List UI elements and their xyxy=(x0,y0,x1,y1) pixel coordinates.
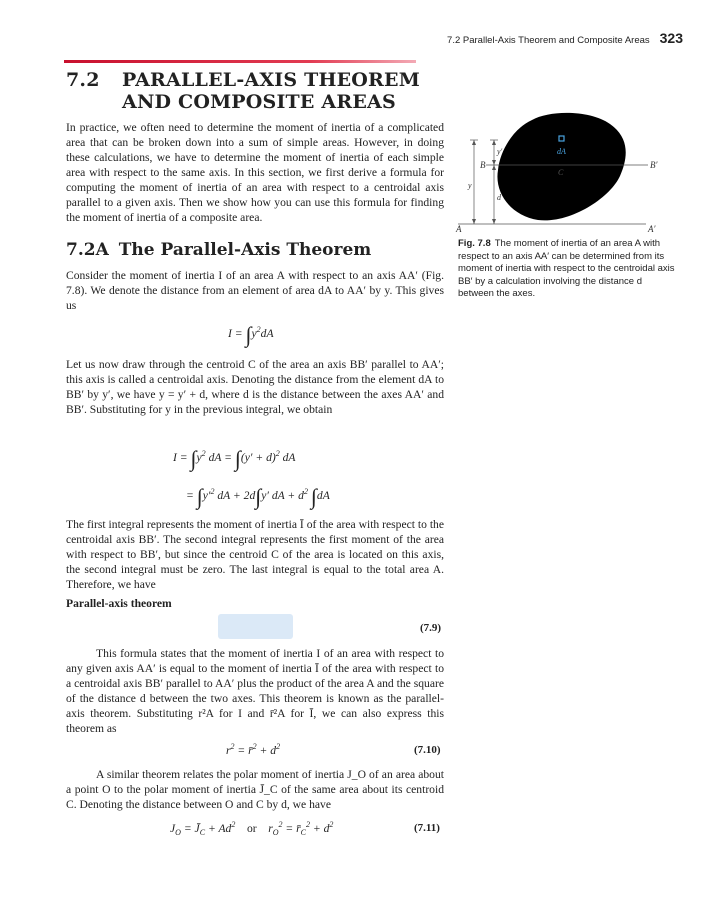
section-rule xyxy=(64,60,416,63)
parallel-axis-label: Parallel-axis theorem xyxy=(66,597,172,610)
equation-number-7-10: (7.10) xyxy=(414,744,441,756)
paragraph-5: A similar theorem relates the polar moment of inertia J_O of an area about a point O to the polar moment of inertia J̄_C of the same area about its centroid C. Denoting the distance between O and C by d, we have xyxy=(66,768,444,811)
label-B: B xyxy=(480,160,486,170)
equation-expansion-2: = $\int y'^2$ dA + 2d∫y′ dA + $d^2$ ∫dA xyxy=(186,484,330,509)
label-dA: dA xyxy=(557,147,566,156)
equation-expansion-1: $I = \int y^2$ dA = $\int(y' + d)^2$ dA xyxy=(173,446,296,471)
running-head-title: 7.2 Parallel-Axis Theorem and Composite Areas xyxy=(447,35,650,46)
section-title-line1: PARALLEL-AXIS THEOREM xyxy=(122,69,420,91)
figure-caption xyxy=(458,238,680,301)
subsection-title-text: The Parallel-Axis Theorem xyxy=(118,240,372,260)
formula-box-7-9 xyxy=(218,614,293,639)
figure-caption-text: The moment of inertia of an area A with respect to an axis AA′ can be determined from its moment of inertia with respect to the centroidal axis BB′ by a calculation involving the distance d between the axes. xyxy=(458,238,675,299)
figure-7-8 xyxy=(450,108,680,234)
paragraph-2: Let us now draw through the centroid C of the area an axis BB′ parallel to AA′; this axis is called a centroidal axis. Denoting the distance from the element dA to BB′ by y′, we have y = y′ + d, where d is the distance between the axes AA′ and BB′. Substituting for y in the previous integral, we obtain xyxy=(66,358,444,416)
subsection-title xyxy=(66,240,371,260)
label-A: A xyxy=(456,224,462,234)
label-d: d xyxy=(497,193,501,202)
equation-7-11: $J_O$ = $J̄_C + Ad^2$ or $r_O^2$ = $r̄_C^2 + d^2$ xyxy=(170,820,334,838)
paragraph-3: The first integral represents the moment of inertia Ī of the area with respect to the centroidal axis BB′. The second integral represents the first moment of the area with respect to BB′, but since the centroid C of the area is located on this axis, the second integral must be zero. The last integral is equal to the total area A. Therefore, we have xyxy=(66,518,444,591)
paragraph-1: Consider the moment of inertia I of an area A with respect to an axis AA′ (Fig. 7.8). We denote the distance from an element of area dA to AA′ by y. This gives us xyxy=(66,269,444,312)
page-number: 323 xyxy=(659,30,683,46)
label-B-prime: B′ xyxy=(650,160,658,170)
running-head xyxy=(447,30,683,46)
equation-number-7-11: (7.11) xyxy=(414,822,440,834)
paragraph-4: This formula states that the moment of inertia I of an area with respect to any given axis AA′ is equal to the moment of inertia Ī of the area with respect to a centroidal axis BB′ parallel to AA′ plus the product of the area A and the square of the distance d between the two axes. This theorem is known as the parallel-axis theorem. Substituting r²A for I and r̄²A for Ī, we can also express this theorem as xyxy=(66,647,444,735)
label-C: C xyxy=(558,168,564,177)
label-y-prime: y′ xyxy=(497,147,503,156)
section-title-line2: AND COMPOSITE AREAS xyxy=(122,91,396,113)
subsection-number: 7.2A xyxy=(66,240,109,260)
section-title xyxy=(66,69,420,113)
figure-label: Fig. 7.8 xyxy=(458,238,491,249)
area-blob xyxy=(497,113,625,220)
label-y: y xyxy=(468,181,472,190)
label-A-prime: A′ xyxy=(648,224,656,234)
equation-moment-of-inertia: $I = \int y^2dA$ xyxy=(228,322,274,347)
section-number: 7.2 xyxy=(66,69,100,91)
equation-7-10: $r^2$ = r̄$^2$ + $d^2$ xyxy=(226,742,281,757)
equation-number-7-9: (7.9) xyxy=(420,622,442,634)
intro-paragraph: In practice, we often need to determine the moment of inertia of a complicated area that can be broken down into a sum of simple areas. However, in doing these calculations, we have to determine the moment of inertia of each simple area with respect to the same axis. In this section, we first derive a formula for computing the moment of inertia of an area with respect to a centroidal axis parallel to a given axis. Then we show how you can use this formula for finding the moment of inertia of a composite area. xyxy=(66,121,444,224)
